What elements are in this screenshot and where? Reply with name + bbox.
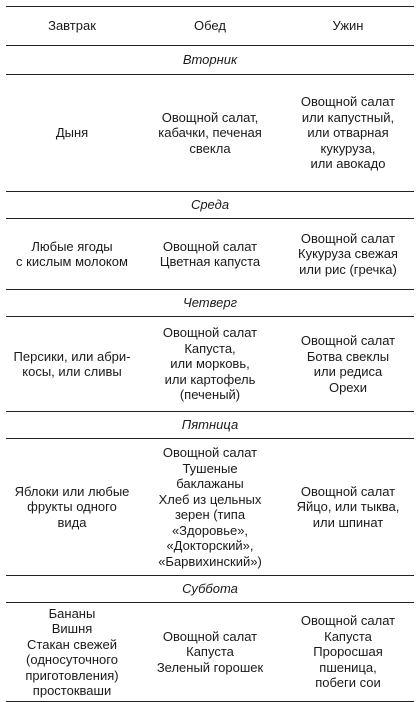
meal-row [6, 439, 414, 576]
cell-line: косы, или сливы [22, 364, 122, 379]
lunch-cell [138, 219, 282, 290]
cell-line: свекла [189, 140, 231, 156]
meal-row [6, 219, 414, 290]
cell-line: «Барвихинский») [158, 553, 262, 569]
day-row [6, 46, 414, 75]
table-body [6, 46, 414, 702]
day-row [6, 412, 414, 439]
cell-line: Капуста [324, 628, 372, 644]
cell-line: Бананы [48, 605, 96, 621]
dinner-cell [282, 603, 414, 702]
breakfast-cell [6, 317, 138, 412]
cell-line: или картофель [164, 371, 256, 387]
header-breakfast: Завтрак [6, 7, 138, 46]
cell-line: Ботва свеклы [306, 348, 390, 364]
cell-line: или редиса [313, 364, 383, 379]
cell-line: Овощной салат [300, 613, 396, 629]
cell-line: Овощной салат [300, 230, 396, 246]
cell-line: (печеный) [179, 387, 241, 403]
cell-line: с кислым молоком [16, 254, 128, 269]
cell-line: вида [57, 514, 87, 530]
dinner-cell [282, 439, 414, 576]
cell-line: «Здоровье», [171, 522, 249, 538]
cell-line: Овощной салат, [161, 109, 259, 125]
cell-line: Яблоки или любые [14, 483, 130, 499]
dinner-cell [282, 219, 414, 290]
cell-line: Тушеные [182, 460, 238, 476]
cell-line: или морковь, [170, 356, 250, 372]
lunch-cell [138, 317, 282, 412]
cell-line: Персики, или абри- [13, 348, 131, 364]
cell-line: или авокадо [310, 156, 386, 172]
cell-line: зерен (типа [174, 507, 246, 522]
cell-line: побеги сои [315, 675, 381, 691]
cell-line: пшеница, [319, 659, 377, 675]
cell-line: Овощной салат [162, 628, 258, 644]
cell-line: Хлеб из цельных [158, 491, 262, 507]
day-row [6, 192, 414, 219]
meal-row [6, 75, 414, 192]
cell-line: Капуста [186, 644, 234, 660]
cell-line: Стакан свежей [27, 636, 117, 652]
cell-line: Овощной салат [300, 333, 396, 348]
meal-row [6, 603, 414, 702]
breakfast-cell [6, 75, 138, 192]
cell-line: Дыня [55, 125, 89, 141]
header-dinner: Ужин [282, 7, 414, 46]
day-row [6, 576, 414, 603]
cell-line: Овощной салат [162, 325, 258, 341]
breakfast-cell [6, 439, 138, 576]
day-label: Четверг [6, 290, 414, 317]
cell-line: баклажаны [176, 476, 244, 491]
cell-line: (односуточного [26, 652, 118, 667]
cell-line: «Докторский», [166, 538, 254, 553]
header-row [6, 7, 414, 46]
cell-line: или отварная [307, 125, 389, 141]
cell-line: Овощной салат [162, 445, 258, 460]
header-lunch: Обед [138, 7, 282, 46]
cell-line: или рис (гречка) [299, 261, 397, 277]
table-header [6, 7, 414, 46]
breakfast-cell [6, 219, 138, 290]
lunch-cell [138, 439, 282, 576]
cell-line: Овощной салат [300, 483, 396, 499]
cell-line: кукуруза, [320, 140, 376, 156]
cell-line: или капустный, [301, 109, 395, 125]
cell-line: приготовления) [25, 667, 119, 683]
cell-line: Зеленый горошек [156, 659, 264, 675]
cell-line: Любые ягоды [31, 238, 113, 254]
lunch-cell [138, 75, 282, 192]
cell-line: или шпинат [312, 514, 384, 530]
day-row [6, 290, 414, 317]
cell-line: Овощной салат [300, 94, 396, 110]
cell-line: Капуста, [184, 340, 236, 356]
cell-line: Овощной салат [162, 238, 258, 254]
cell-line: простокваши [32, 683, 112, 698]
day-label: Вторник [6, 46, 414, 75]
cell-line: Яйцо, или тыква, [296, 499, 400, 515]
meal-plan-table [6, 6, 414, 702]
meal-row [6, 317, 414, 412]
cell-line: Орехи [328, 379, 368, 395]
dinner-cell [282, 317, 414, 412]
day-label: Среда [6, 192, 414, 219]
cell-line: Проросшая [313, 644, 383, 660]
day-label: Суббота [6, 576, 414, 603]
lunch-cell [138, 603, 282, 702]
breakfast-cell [6, 603, 138, 702]
cell-line: Кукуруза свежая [298, 246, 398, 262]
cell-line: фрукты одного [27, 499, 117, 515]
day-label: Пятница [6, 412, 414, 439]
cell-line: Вишня [51, 621, 93, 636]
cell-line: Цветная капуста [159, 254, 261, 269]
dinner-cell [282, 75, 414, 192]
cell-line: кабачки, печеная [158, 125, 262, 141]
